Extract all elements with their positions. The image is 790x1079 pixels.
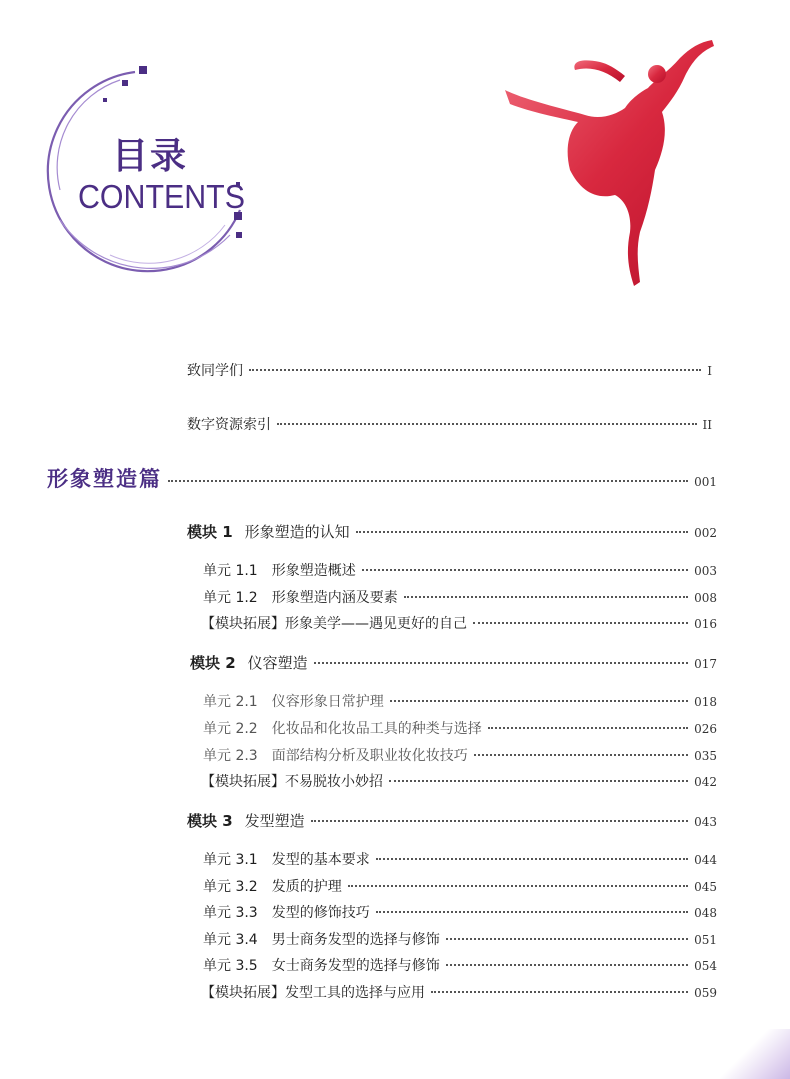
dot-leader — [404, 596, 688, 598]
dot-leader — [389, 780, 688, 782]
toc-unit-3-1[interactable] — [203, 849, 717, 869]
toc-module-extension-3[interactable] — [201, 982, 717, 1002]
toc-unit-2-2[interactable] — [203, 718, 717, 738]
toc-unit-3-5[interactable] — [203, 955, 717, 975]
toc-entry-label: 致同学们 — [187, 363, 243, 379]
toc-module-extension-2[interactable] — [201, 771, 717, 791]
toc-entry-label: 形象塑造篇 — [47, 467, 162, 491]
unit-title: 仪容形象日常护理 — [271, 694, 384, 710]
unit-number: 单元 3.2 — [203, 879, 258, 895]
toc-page-number: II — [702, 418, 712, 432]
toc-entry-digital-index[interactable] — [187, 414, 712, 434]
toc-module-extension-1[interactable] — [201, 613, 717, 633]
dot-leader — [376, 911, 688, 913]
dot-leader — [356, 531, 688, 533]
toc-page-number: 018 — [694, 695, 717, 709]
dot-leader — [431, 991, 688, 993]
toc-page-number: 048 — [694, 906, 717, 920]
unit-number: 单元 3.5 — [203, 958, 258, 974]
dot-leader — [277, 423, 697, 425]
dot-leader — [314, 662, 688, 664]
dot-leader — [473, 622, 688, 624]
toc-unit-2-1[interactable] — [203, 691, 717, 711]
unit-title: 形象塑造内涵及要素 — [271, 590, 398, 606]
dot-leader — [249, 369, 701, 371]
toc-page-number: 045 — [694, 880, 717, 894]
toc-page-number: 017 — [694, 657, 717, 671]
toc-page-number: 008 — [694, 591, 717, 605]
dot-leader — [474, 754, 688, 756]
toc-unit-3-4[interactable] — [203, 929, 717, 949]
unit-title: 发型的基本要求 — [271, 852, 370, 868]
toc-page-number: 051 — [694, 933, 717, 947]
page-title-en: CONTENTS — [78, 178, 245, 215]
toc-module-1[interactable] — [187, 521, 717, 542]
unit-title: 面部结构分析及职业妆化妆技巧 — [271, 748, 468, 764]
toc-unit-1-1[interactable] — [203, 560, 717, 580]
unit-title: 【模块拓展】发型工具的选择与应用 — [201, 985, 425, 1001]
unit-number: 单元 3.3 — [203, 905, 258, 921]
toc-part-heading[interactable] — [47, 463, 717, 493]
dot-leader — [446, 938, 688, 940]
toc-page-number: 054 — [694, 959, 717, 973]
module-title: 形象塑造的认知 — [244, 523, 350, 541]
page-title: 目录 — [112, 136, 189, 177]
unit-title: 【模块拓展】形象美学——遇见更好的自己 — [201, 616, 467, 632]
toc-entry-preface[interactable] — [187, 360, 712, 380]
unit-number: 单元 2.3 — [203, 748, 258, 764]
dot-leader — [362, 569, 688, 571]
module-title: 仪容塑造 — [247, 654, 308, 672]
toc-unit-3-3[interactable] — [203, 902, 717, 922]
unit-title: 形象塑造概述 — [271, 563, 356, 579]
unit-title: 男士商务发型的选择与修饰 — [271, 932, 440, 948]
toc-page-number: 002 — [694, 526, 717, 540]
toc-module-3[interactable] — [187, 810, 717, 831]
toc-unit-1-2[interactable] — [203, 587, 717, 607]
dot-leader — [488, 727, 688, 729]
module-number: 模块 1 — [187, 523, 233, 541]
dot-leader — [348, 885, 688, 887]
toc-entry-label: 数字资源索引 — [187, 417, 271, 433]
unit-title: 发型的修饰技巧 — [271, 905, 370, 921]
unit-number: 单元 2.2 — [203, 721, 258, 737]
dot-leader — [446, 964, 688, 966]
toc-page-number: 059 — [694, 986, 717, 1000]
toc-module-2[interactable] — [190, 652, 717, 673]
module-title: 发型塑造 — [244, 812, 305, 830]
toc-unit-3-2[interactable] — [203, 876, 717, 896]
dot-leader — [390, 700, 688, 702]
toc-page-number: 035 — [694, 749, 717, 763]
unit-title: 发质的护理 — [271, 879, 342, 895]
toc-page-number: 044 — [694, 853, 717, 867]
toc-page-number: I — [707, 364, 712, 378]
toc-unit-2-3[interactable] — [203, 745, 717, 765]
dot-leader — [376, 858, 688, 860]
dot-leader — [168, 480, 688, 482]
dot-leader — [311, 820, 688, 822]
unit-number: 单元 1.2 — [203, 590, 258, 606]
toc-page-number: 001 — [694, 475, 717, 489]
toc-page-number: 043 — [694, 815, 717, 829]
unit-number: 单元 3.1 — [203, 852, 258, 868]
unit-number: 单元 1.1 — [203, 563, 258, 579]
unit-title: 女士商务发型的选择与修饰 — [271, 958, 440, 974]
module-number: 模块 2 — [190, 654, 236, 672]
unit-title: 【模块拓展】不易脱妆小妙招 — [201, 774, 383, 790]
toc-page-number: 042 — [694, 775, 717, 789]
toc-page-number: 026 — [694, 722, 717, 736]
page-corner-decoration — [720, 1029, 790, 1079]
toc-page-number: 003 — [694, 564, 717, 578]
unit-title: 化妆品和化妆品工具的种类与选择 — [271, 721, 482, 737]
unit-number: 单元 3.4 — [203, 932, 258, 948]
module-number: 模块 3 — [187, 812, 233, 830]
unit-number: 单元 2.1 — [203, 694, 258, 710]
toc-page-number: 016 — [694, 617, 717, 631]
